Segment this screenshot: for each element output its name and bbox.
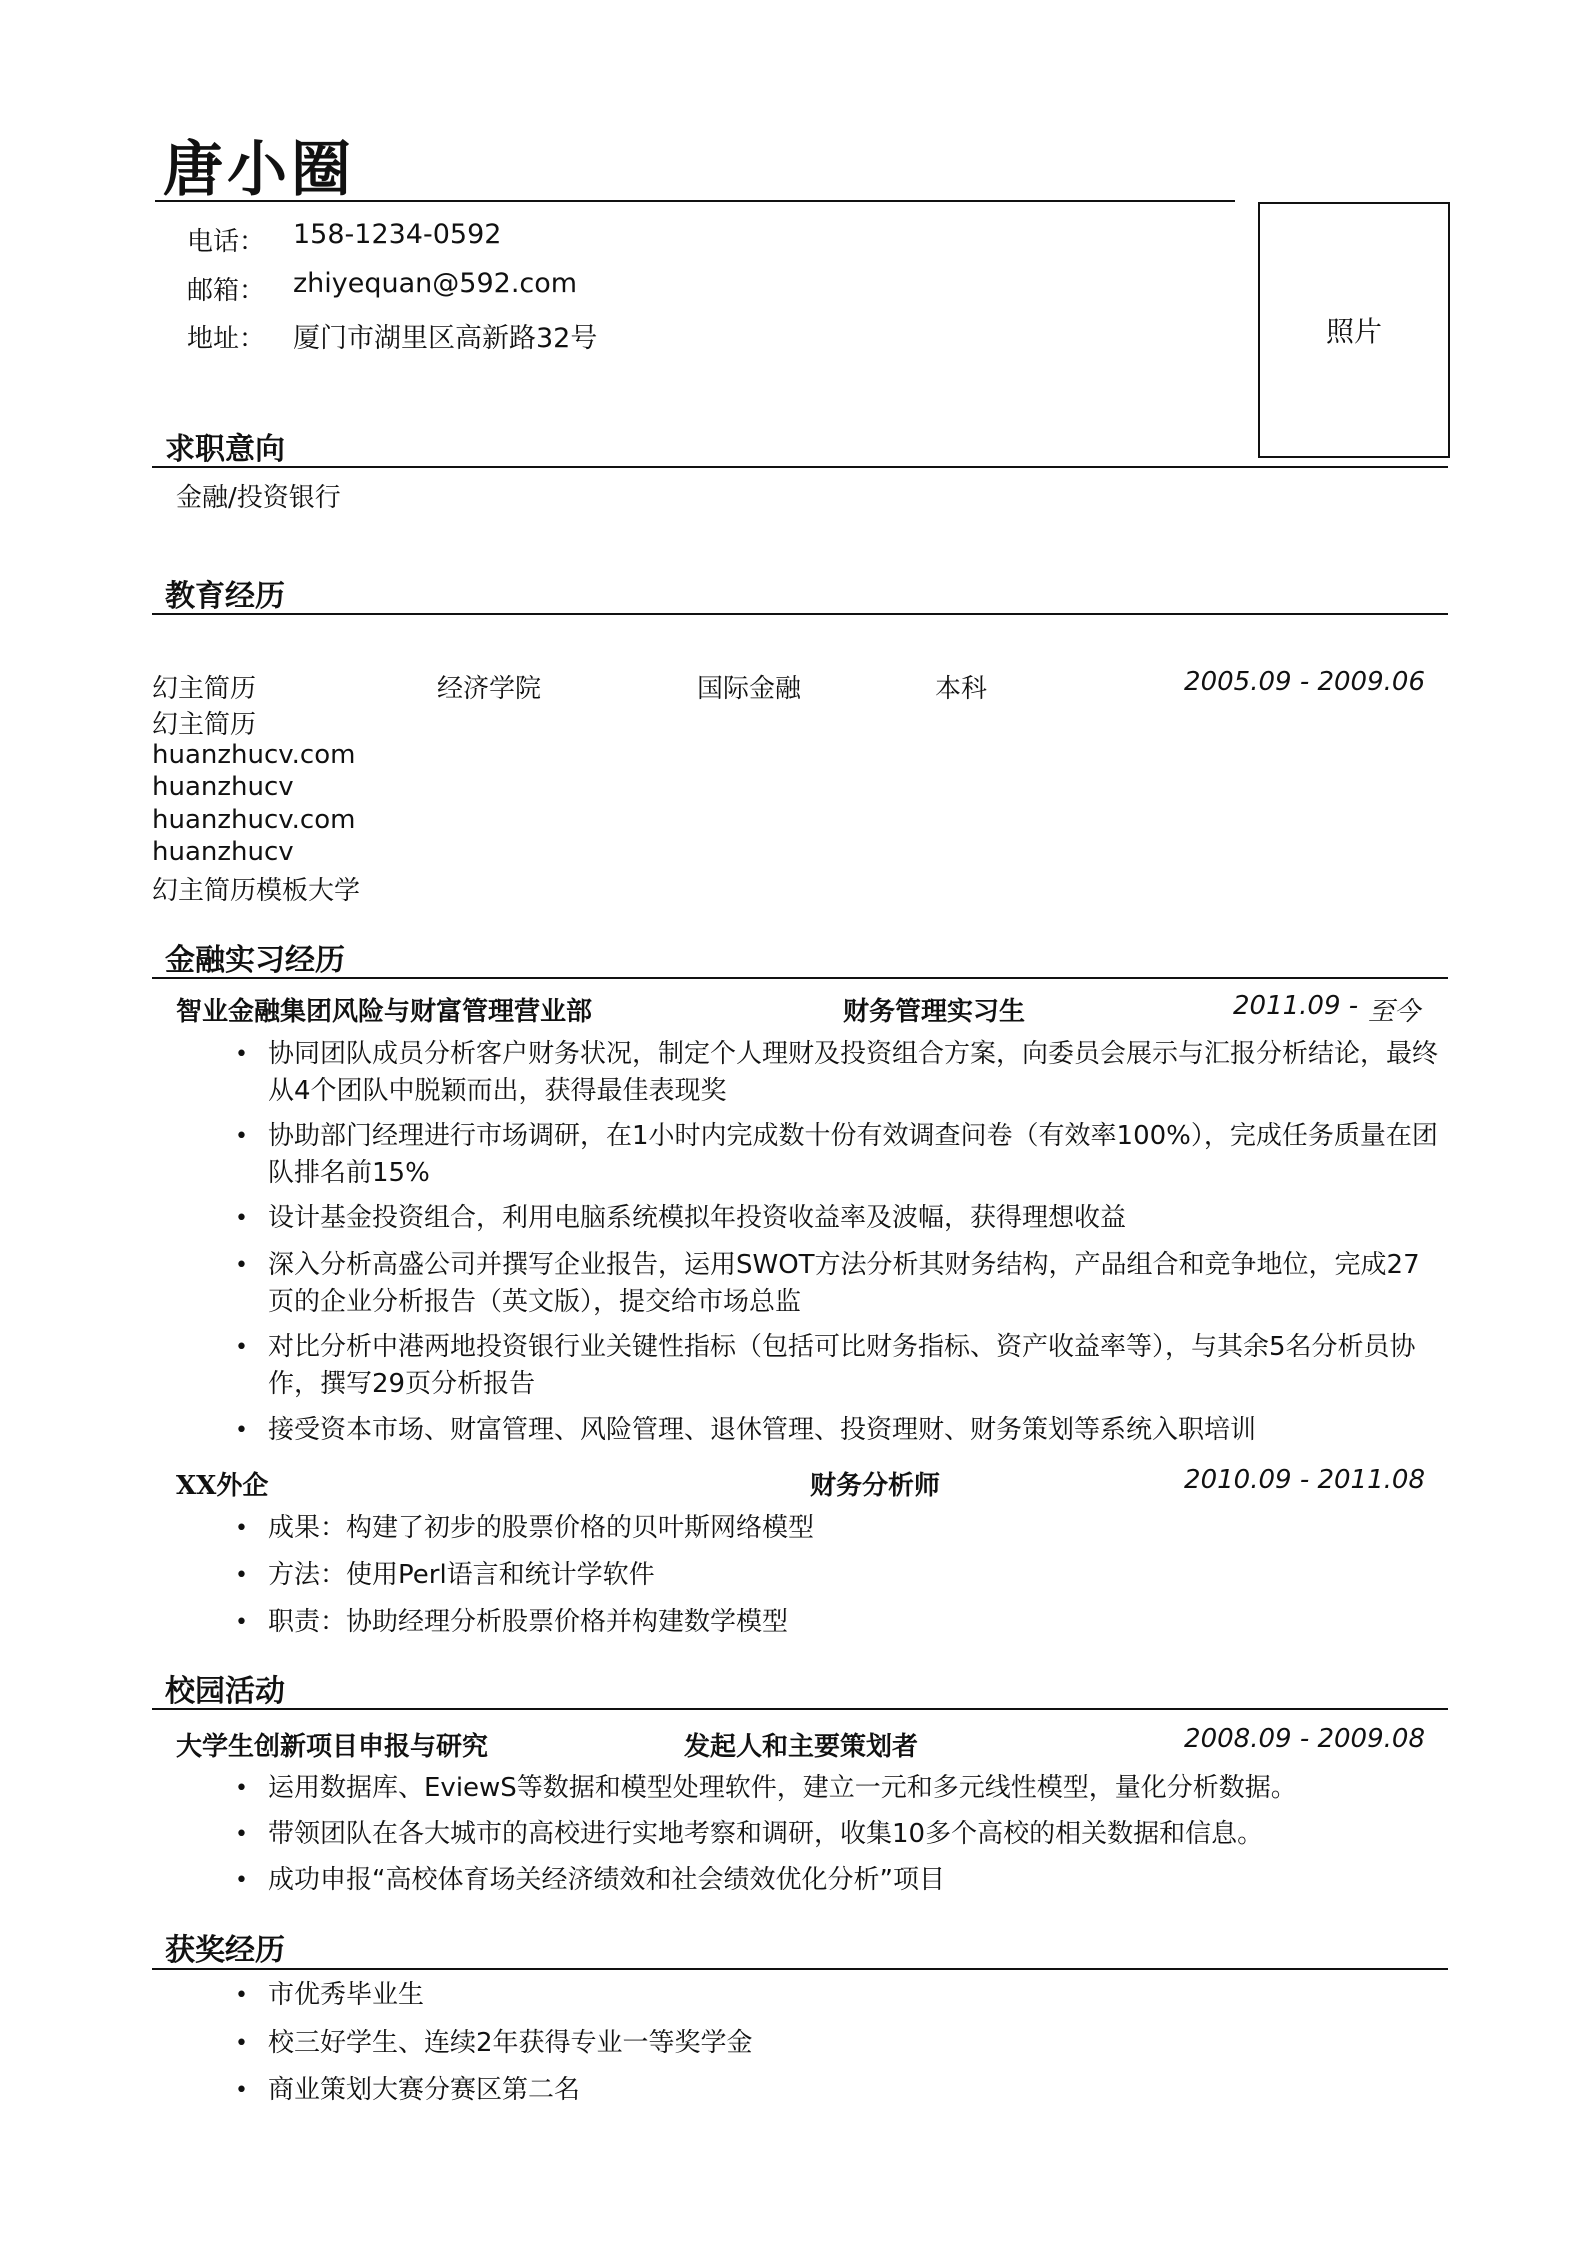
photo-label: 照片 <box>1325 315 1382 348</box>
education-heading: 教育经历 <box>165 579 285 614</box>
job-bullet: 协助部门经理进行市场调研，在1小时内完成数十份有效调查问卷（有效率100%），完成任务质量在团队排名前15% <box>268 1121 1438 1188</box>
job-bullet: 深入分析高盛公司并撰写企业报告，运用SWOT方法分析其财务结构，产品组合和竞争地位，完成27页的企业分析报告（英文版），提交给市场总监 <box>268 1250 1420 1317</box>
bullet-marker: • <box>235 1868 248 1893</box>
education-major: 国际金融 <box>697 674 802 704</box>
award-item: 市优秀毕业生 <box>268 1980 425 2010</box>
phone-value: 158-1234-0592 <box>293 219 502 250</box>
bullet-marker: • <box>235 1516 248 1541</box>
campus-date: 2008.09 - 2009.08 <box>1184 1724 1425 1754</box>
campus-bullet: 带领团队在各大城市的高校进行实地考察和调研，收集10多个高校的相关数据和信息。 <box>268 1819 1264 1849</box>
education-extra-line: huanzhucv.com <box>152 740 356 770</box>
bullet-marker: • <box>235 1335 248 1360</box>
campus-heading: 校园活动 <box>165 1674 285 1709</box>
campus-role: 发起人和主要策划者 <box>684 1732 919 1762</box>
phone-label: 电话： <box>187 227 266 257</box>
job-date-end: 至今 <box>1368 997 1421 1027</box>
education-degree: 本科 <box>935 674 988 704</box>
awards-divider <box>152 1968 1448 1970</box>
bullet-marker: • <box>235 1610 248 1635</box>
bullet-marker: • <box>235 1563 248 1588</box>
education-college: 经济学院 <box>437 674 542 704</box>
address-value: 厦门市湖里区高新路32号 <box>293 323 598 354</box>
candidate-name: 唐小圈 <box>163 135 355 205</box>
job-bullet: 对比分析中港两地投资银行业关键性指标（包括可比财务指标、资产收益率等），与其余5名分析员协作，撰写29页分析报告 <box>268 1332 1416 1399</box>
bullet-marker: • <box>235 1253 248 1278</box>
bullet-marker: • <box>235 1822 248 1847</box>
job-bullet: 接受资本市场、财富管理、风险管理、退休管理、投资理财、财务策划等系统入职培训 <box>268 1415 1257 1445</box>
campus-org: 大学生创新项目申报与研究 <box>176 1732 489 1762</box>
education-date: 2005.09 - 2009.06 <box>1184 667 1425 697</box>
bullet-marker: • <box>235 1042 248 1067</box>
education-extra-line: huanzhucv <box>152 837 294 867</box>
job-role: 财务管理实习生 <box>843 997 1026 1027</box>
job-bullet: 方法：使用Perl语言和统计学软件 <box>268 1560 655 1590</box>
email-value: zhiyequan@592.com <box>293 268 578 299</box>
job-bullet: 职责：协助经理分析股票价格并构建数学模型 <box>268 1607 789 1637</box>
objective-divider <box>152 466 1448 468</box>
bullet-marker: • <box>235 1124 248 1149</box>
name-divider <box>155 200 1235 202</box>
education-extra-line: 幻主简历模板大学 <box>152 876 361 906</box>
bullet-marker: • <box>235 1776 248 1801</box>
bullet-marker: • <box>235 1418 248 1443</box>
job-date: 2010.09 - 2011.08 <box>1184 1465 1425 1495</box>
awards-heading: 获奖经历 <box>165 1933 285 1968</box>
campus-bullet: 运用数据库、EviewS等数据和模型处理软件，建立一元和多元线性模型，量化分析数据。 <box>268 1773 1297 1803</box>
education-extra-line: 幻主简历 <box>152 710 257 740</box>
email-label: 邮箱： <box>187 276 266 306</box>
award-item: 校三好学生、连续2年获得专业一等奖学金 <box>268 2028 753 2058</box>
address-label: 地址： <box>187 324 266 354</box>
education-extra-line: huanzhucv.com <box>152 805 356 835</box>
education-extra-line: huanzhucv <box>152 772 294 802</box>
award-item: 商业策划大赛分赛区第二名 <box>268 2075 581 2105</box>
job-bullet: 协同团队成员分析客户财务状况，制定个人理财及投资组合方案，向委员会展示与汇报分析结论，最终从4个团队中脱颖而出，获得最佳表现奖 <box>268 1039 1439 1106</box>
education-school: 幻主简历 <box>152 674 257 704</box>
internship-divider <box>152 977 1448 979</box>
photo-placeholder <box>1258 202 1450 458</box>
bullet-marker: • <box>235 1206 248 1231</box>
internship-heading: 金融实习经历 <box>165 943 345 978</box>
job-org: XX外企 <box>176 1471 269 1501</box>
job-bullet: 成果：构建了初步的股票价格的贝叶斯网络模型 <box>268 1513 815 1543</box>
job-bullet: 设计基金投资组合，利用电脑系统模拟年投资收益率及波幅，获得理想收益 <box>268 1203 1127 1233</box>
bullet-marker: • <box>235 2078 248 2103</box>
objective-value: 金融/投资银行 <box>176 483 341 513</box>
objective-heading: 求职意向 <box>165 432 285 467</box>
education-divider <box>152 613 1448 615</box>
bullet-marker: • <box>235 2031 248 2056</box>
job-org: 智业金融集团风险与财富管理营业部 <box>176 997 593 1027</box>
campus-bullet: 成功申报“高校体育场关经济绩效和社会绩效优化分析”项目 <box>268 1865 945 1895</box>
campus-divider <box>152 1708 1448 1710</box>
job-role: 财务分析师 <box>810 1471 941 1501</box>
bullet-marker: • <box>235 1983 248 2008</box>
job-date-start: 2011.09 - <box>1233 991 1359 1021</box>
